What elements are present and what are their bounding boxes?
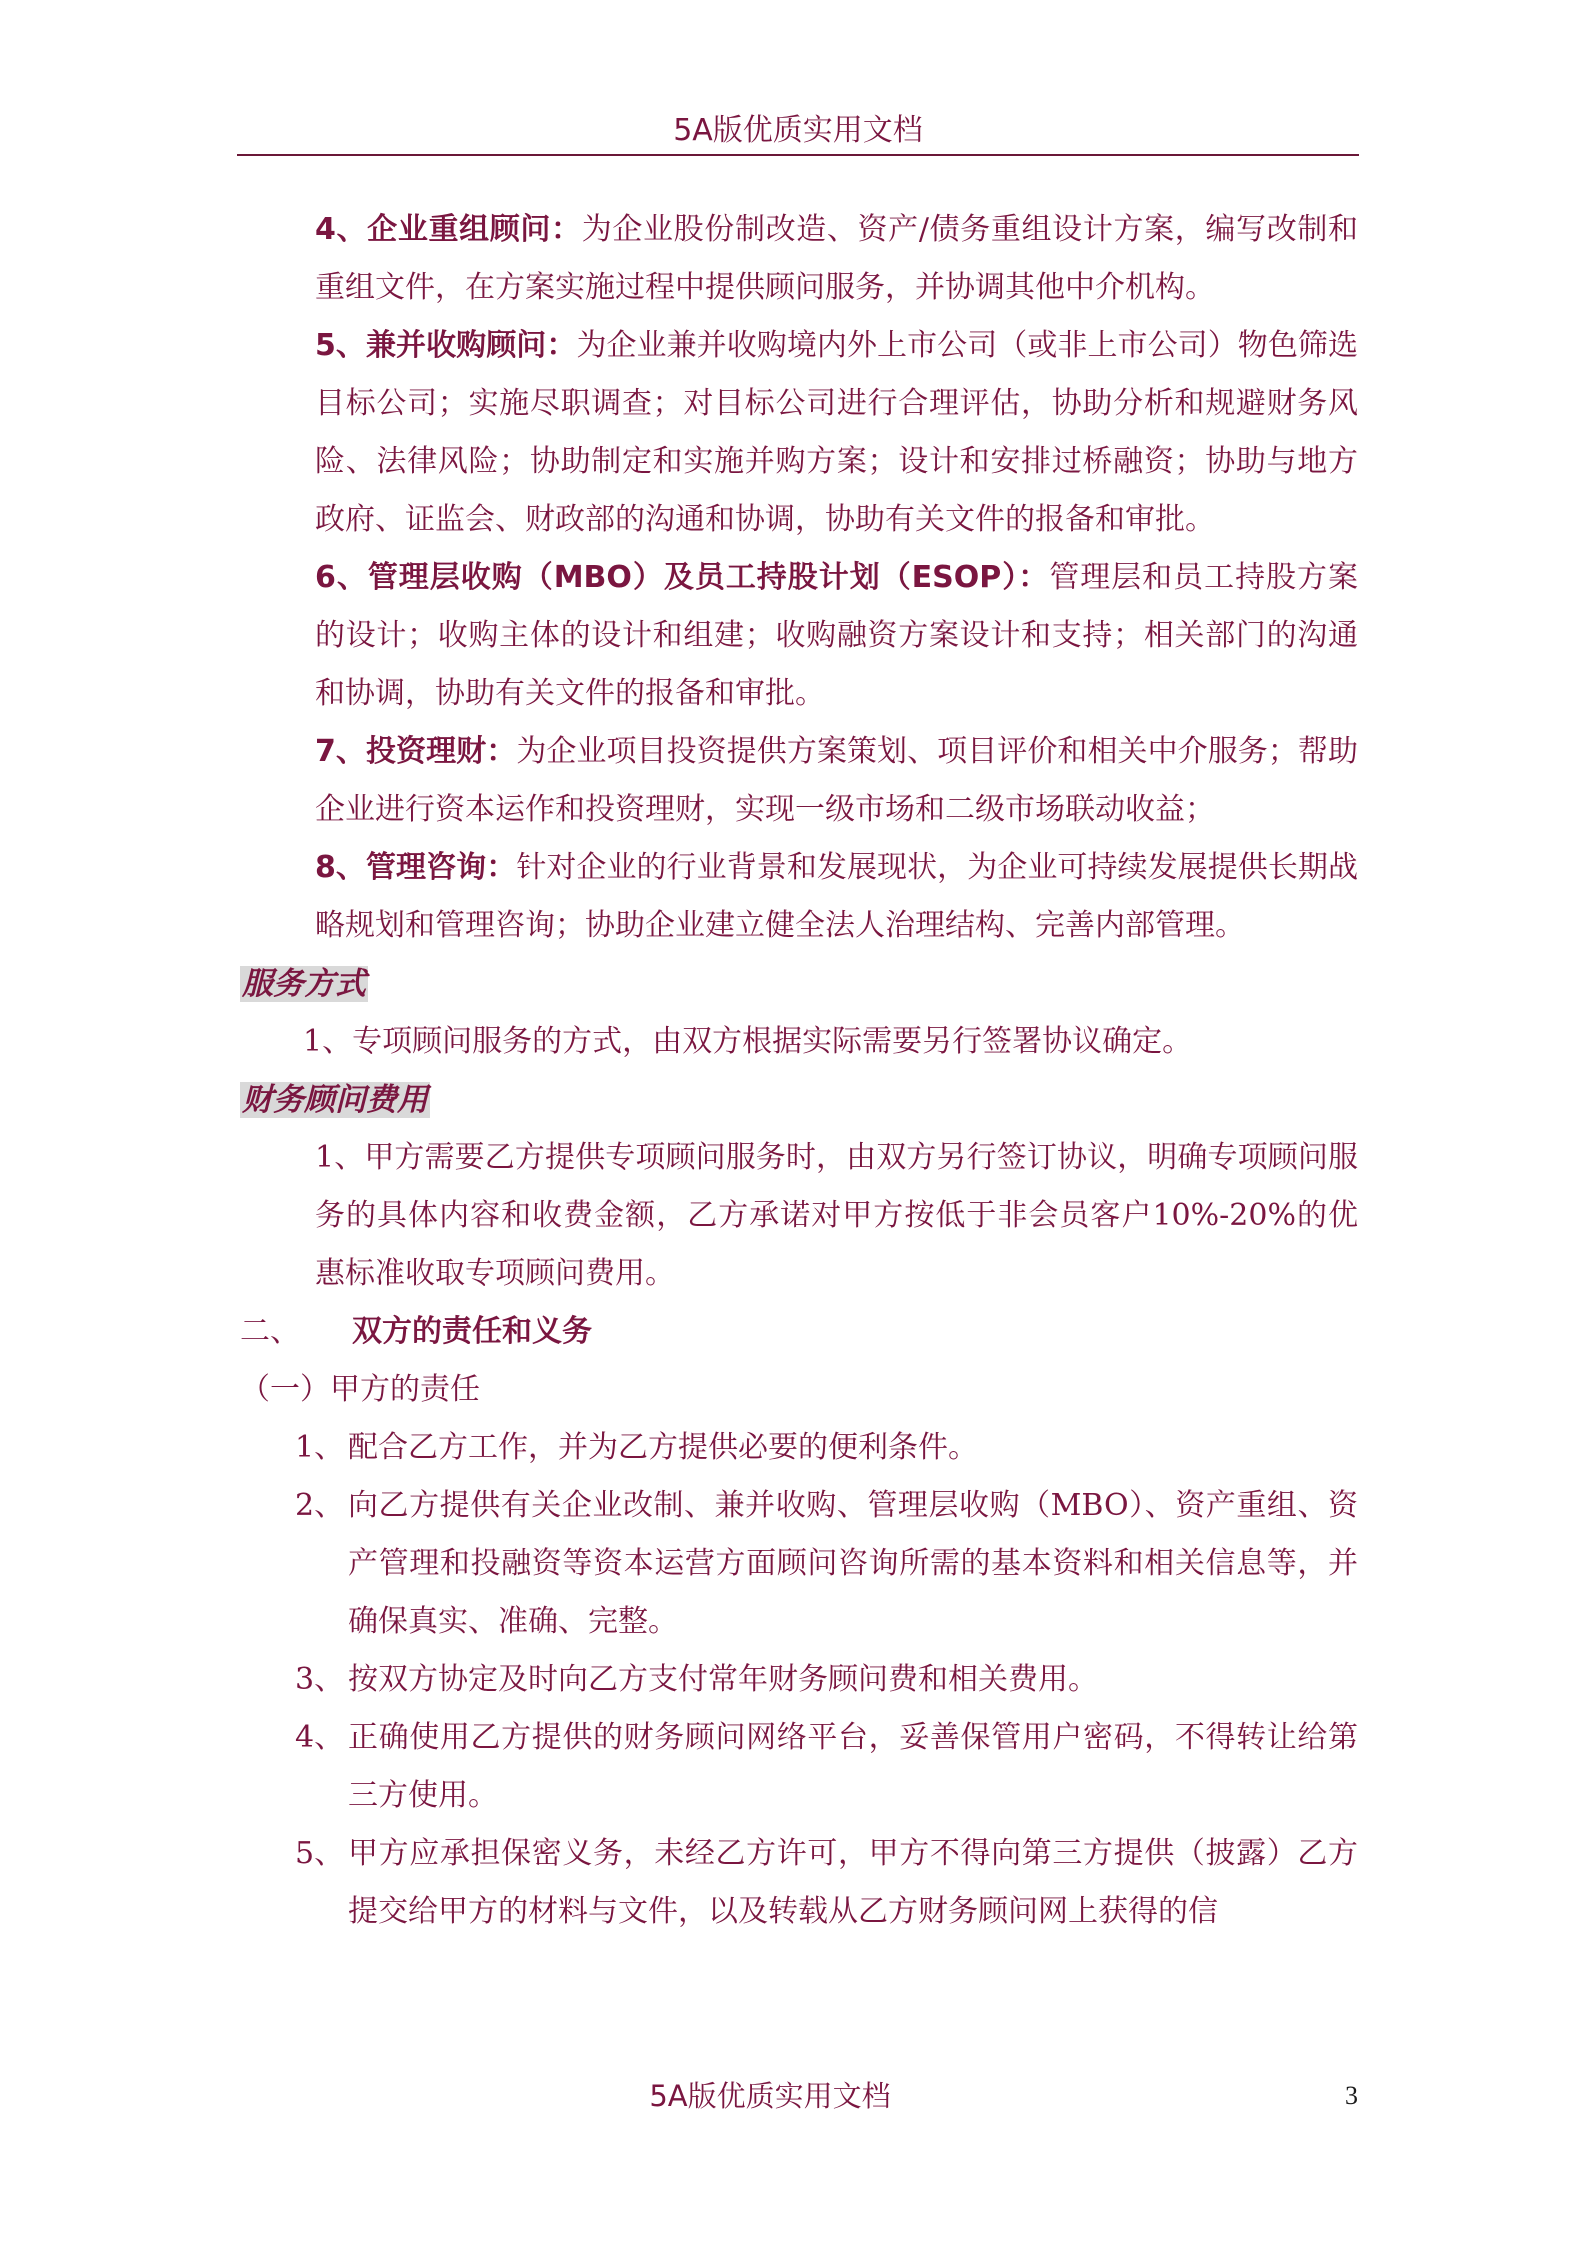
service-item [240, 723, 1358, 839]
subsection-heading: （一）甲方的责任 [240, 1372, 480, 1407]
item-number: 5、 [295, 1836, 345, 1871]
item-number: 1、 [295, 1430, 345, 1465]
item-text: 为企业项目投资提供方案策划、项目评价和相关中介服务；帮助企业进行资本运作和投资理财，实现一级市场和二级市场联动收益； [315, 734, 1358, 827]
item-heading: 8、管理咨询： [315, 850, 517, 885]
page-header: 5A版优质实用文档 [673, 113, 923, 148]
responsibility-item [240, 1477, 1358, 1651]
service-mode-text: 1、专项顾问服务的方式，由双方根据实际需要另行签署协议确定。 [303, 1024, 1193, 1059]
section-2-number: 二、 [240, 1314, 300, 1349]
item-text: 管理层和员工持股方案的设计；收购主体的设计和组建；收购融资方案设计和支持；相关部门的沟通和协调，协助有关文件的报备和审批。 [315, 560, 1359, 711]
responsibility-item [240, 1825, 1358, 1941]
header-divider [237, 154, 1359, 156]
service-item [240, 317, 1358, 549]
item-text: 针对企业的行业背景和发展现状，为企业可持续发展提供长期战略规划和管理咨询；协助企业建立健全法人治理结构、完善内部管理。 [315, 850, 1358, 943]
service-item [240, 549, 1358, 723]
section-heading-service-mode: 服务方式 [242, 966, 366, 1002]
service-item [240, 201, 1358, 317]
item-text: 按双方协定及时向乙方支付常年财务顾问费和相关费用。 [348, 1662, 1098, 1697]
item-text: 为企业股份制改造、资产/债务重组设计方案，编写改制和重组文件，在方案实施过程中提供顾问服务，并协调其他中介机构。 [315, 212, 1358, 305]
responsibility-item [240, 1419, 1358, 1477]
item-heading: 7、投资理财： [315, 734, 517, 769]
item-text: 甲方应承担保密义务，未经乙方许可，甲方不得向第三方提供（披露）乙方提交给甲方的材料与文件，以及转载从乙方财务顾问网上获得的信 [348, 1836, 1358, 1929]
item-heading: 6、管理层收购（MBO）及员工持股计划（ESOP）： [315, 560, 1050, 595]
page-footer: 5A版优质实用文档 [649, 2079, 891, 2113]
item-text: 向乙方提供有关企业改制、兼并收购、管理层收购（MBO）、资产重组、资产管理和投融资等资本运营方面顾问咨询所需的基本资料和相关信息等，并确保真实、准确、完整。 [348, 1488, 1358, 1639]
item-text: 配合乙方工作，并为乙方提供必要的便利条件。 [348, 1430, 978, 1465]
document-body [240, 201, 1358, 1941]
page-number: 3 [1345, 2081, 1358, 2110]
item-heading: 5、兼并收购顾问： [315, 328, 577, 363]
item-number: 3、 [295, 1662, 345, 1697]
item-text: 为企业兼并收购境内外上市公司（或非上市公司）物色筛选目标公司；实施尽职调查；对目标公司进行合理评估，协助分析和规避财务风险、法律风险；协助制定和实施并购方案；设计和安排过桥融资；协助与地方政府、证监会、财政部的沟通和协调，协助有关文件的报备和审批。 [315, 328, 1358, 537]
section-2-heading [240, 1303, 1358, 1361]
responsibility-item [240, 1709, 1358, 1825]
section-2-title: 双方的责任和义务 [352, 1314, 592, 1349]
responsibility-item [240, 1651, 1358, 1709]
item-text: 正确使用乙方提供的财务顾问网络平台，妥善保管用户密码，不得转让给第三方使用。 [348, 1720, 1358, 1813]
service-item [240, 839, 1358, 955]
item-number: 2、 [295, 1488, 345, 1523]
item-number: 4、 [295, 1720, 345, 1755]
item-heading: 4、企业重组顾问： [315, 212, 582, 247]
fee-text: 1、甲方需要乙方提供专项顾问服务时，由双方另行签订协议，明确专项顾问服务的具体内容和收费金额，乙方承诺对甲方按低于非会员客户10%-20%的优惠标准收取专项顾问费用。 [315, 1140, 1358, 1291]
section-heading-fee: 财务顾问费用 [242, 1082, 428, 1118]
